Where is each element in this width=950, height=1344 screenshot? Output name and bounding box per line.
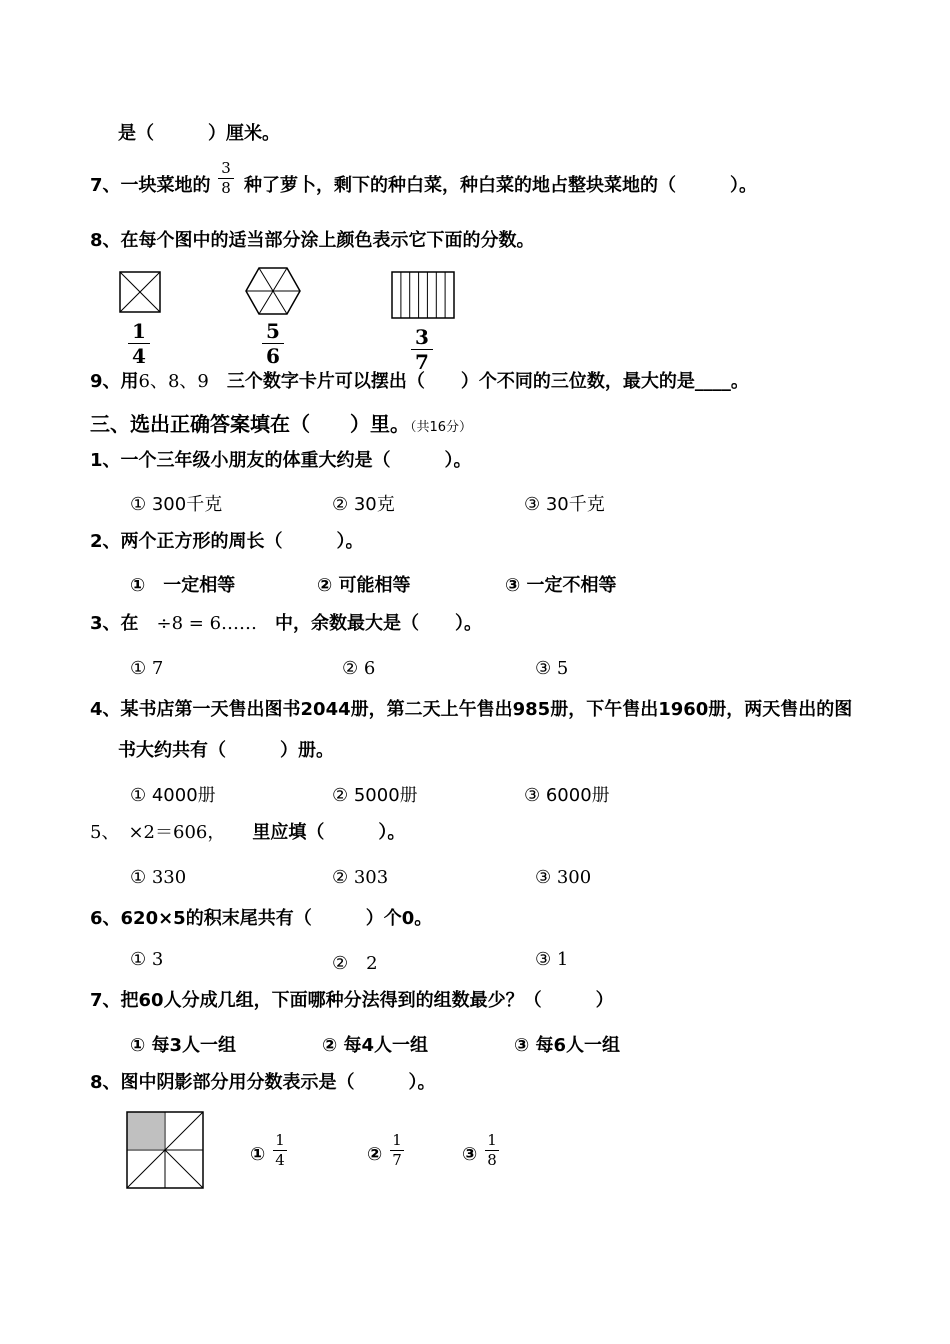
c5-text: [90, 822, 405, 844]
numerator: 1: [487, 1131, 497, 1149]
q7-suffix: 种了萝卜，剩下的种白菜，种白菜的地占整块菜地的（ ）。: [244, 175, 757, 196]
c5-option-1[interactable]: ① 330: [130, 867, 187, 888]
c3-option-2[interactable]: ② 6: [342, 658, 376, 679]
numerator: 1: [275, 1131, 285, 1149]
q7-frac-numerator: 3: [221, 159, 231, 177]
c3-text: [90, 613, 482, 635]
section3-title: [90, 408, 472, 437]
square-x-figure: [118, 270, 164, 316]
c7-option-1[interactable]: ① 每3人一组: [130, 1035, 237, 1056]
q8-fraction-1: [128, 320, 150, 367]
c6-text: 6、620×5的积末尾共有（ ）个0。: [90, 908, 433, 929]
q7-fraction: [218, 160, 234, 196]
q8-fraction-3: [411, 326, 433, 373]
denominator: 7: [392, 1150, 402, 1169]
c1-option-1[interactable]: ① 300千克: [130, 494, 223, 515]
c5-option-3[interactable]: ③ 300: [535, 867, 592, 888]
q8-text: 8、在每个图中的适当部分涂上颜色表示它下面的分数。: [90, 230, 535, 251]
q9-text: [90, 371, 749, 393]
c8-option-3-fraction[interactable]: [485, 1132, 499, 1168]
denominator: 6: [266, 344, 280, 368]
c4-line1: 4、某书店第一天售出图书2044册，第二天上午售出985册，下午售出1960册，两天售出的图: [90, 699, 853, 720]
c8-text: 8、图中阴影部分用分数表示是（ ）。: [90, 1072, 436, 1093]
hexagon-figure: [244, 266, 302, 316]
denominator: 7: [415, 350, 429, 374]
numerator: 1: [132, 319, 146, 343]
c7-option-2[interactable]: ② 每4人一组: [322, 1035, 429, 1056]
c4-line2: 书大约共有（ ）册。: [118, 740, 334, 761]
c1-text: 1、一个三年级小朋友的体重大约是（ ）。: [90, 450, 472, 471]
c2-option-1[interactable]: ① 一定相等: [130, 575, 236, 596]
c6-option-3[interactable]: ③ 1: [535, 949, 569, 970]
c8-option-3-mark[interactable]: ③: [462, 1144, 478, 1165]
c5-option-2[interactable]: ② 303: [332, 867, 389, 888]
numerator: 1: [392, 1131, 402, 1149]
c3-prefix: 3、在: [90, 613, 139, 634]
c1-option-3[interactable]: ③ 30千克: [524, 494, 605, 515]
c8-option-1-mark[interactable]: ①: [250, 1144, 266, 1165]
c2-option-3[interactable]: ③ 一定不相等: [505, 575, 617, 596]
q9-numbers: 6、8、9: [138, 371, 209, 392]
c2-option-2[interactable]: ② 可能相等: [317, 575, 411, 596]
c8-option-2-mark[interactable]: ②: [367, 1144, 383, 1165]
numerator: 3: [415, 325, 429, 349]
c3-option-1[interactable]: ① 7: [130, 658, 164, 679]
c4-option-2[interactable]: ② 5000册: [332, 785, 418, 806]
c3-equation: ÷8 = 6……: [156, 613, 258, 634]
section3-heading: 三、选出正确答案填在（ ）里。: [90, 412, 410, 436]
c3-option-3[interactable]: ③ 5: [535, 658, 569, 679]
c5-equation: ×2＝606，: [128, 822, 217, 843]
denominator: 4: [132, 344, 146, 368]
c5-prefix: 5、: [90, 822, 111, 843]
c8-option-2-fraction[interactable]: [390, 1132, 404, 1168]
c4-option-3[interactable]: ③ 6000册: [524, 785, 610, 806]
section3-score: （共16分）: [410, 420, 473, 435]
c5-suffix: 里应填（ ）。: [252, 822, 406, 843]
c6-option-1[interactable]: ① 3: [130, 949, 164, 970]
denominator: 8: [487, 1150, 497, 1169]
c4-option-1[interactable]: ① 4000册: [130, 785, 216, 806]
q7-frac-denominator: 8: [221, 178, 231, 197]
strips-figure: [390, 270, 456, 320]
c3-suffix: 中，余数最大是（ ）。: [275, 613, 483, 634]
c6-option-2[interactable]: ② 2: [332, 953, 378, 974]
c2-text: 2、两个正方形的周长（ ）。: [90, 531, 364, 552]
q6-tail: 是（ ）厘米。: [118, 123, 280, 144]
q9-prefix: 9、用: [90, 371, 139, 392]
c7-text: 7、把60人分成几组，下面哪种分法得到的组数最少？（ ）: [90, 990, 614, 1011]
c8-option-1-fraction[interactable]: [273, 1132, 287, 1168]
shaded-square-figure: [125, 1110, 205, 1190]
c7-option-3[interactable]: ③ 每6人一组: [514, 1035, 621, 1056]
numerator: 5: [266, 319, 280, 343]
q9-suffix: 三个数字卡片可以摆出（ ）个不同的三位数，最大的是____。: [226, 371, 749, 392]
q8-fraction-2: [262, 320, 284, 367]
shaded-part: [127, 1112, 164, 1149]
denominator: 4: [275, 1150, 285, 1169]
q7-prefix: 7、一块菜地的: [90, 175, 211, 196]
c1-option-2[interactable]: ② 30克: [332, 494, 395, 515]
